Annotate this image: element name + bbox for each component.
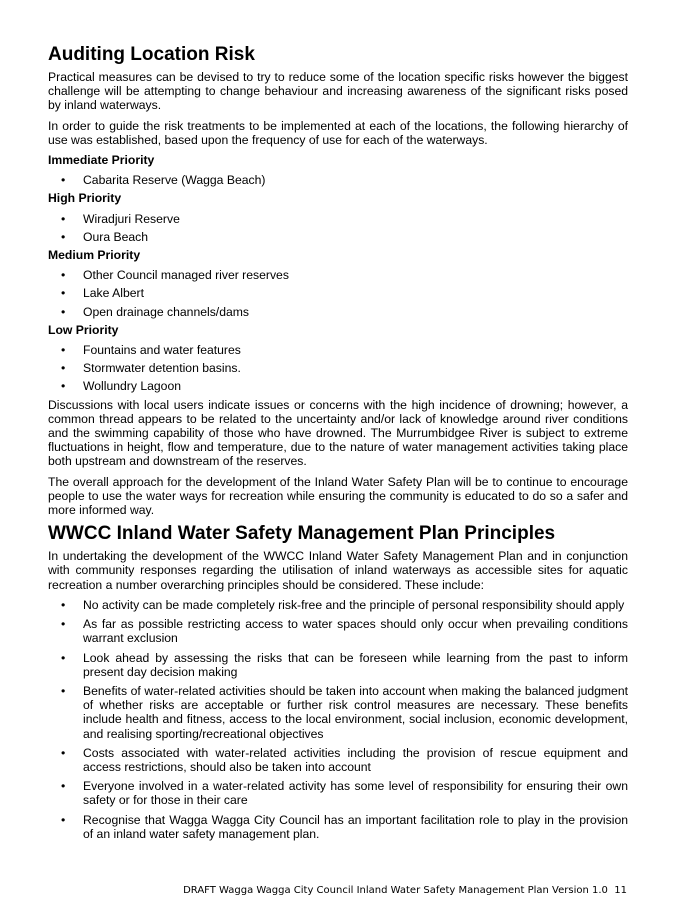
list-item: • Benefits of water-related activities should be taken into account when making the balanced judgment of whether risks are acceptable or further risk control measures are necessary. These benefits include health and fitness, access to the local environment, social inclusion, economic development, and realising sporting/recreational objectives: [48, 684, 628, 741]
list-item: • Oura Beach: [48, 230, 628, 244]
paragraph: The overall approach for the development of the Inland Water Safety Plan will be to continue to encourage people to use the water ways for recreation while ensuring the community is educated to do so a safer and more informed way.: [48, 474, 628, 518]
list-item: • Cabarita Reserve (Wagga Beach): [48, 173, 628, 187]
paragraph: In order to guide the risk treatments to be implemented at each of the locations, the following hierarchy of use was established, based upon the frequency of use for each of the waterways.: [48, 118, 628, 147]
paragraph: Discussions with local users indicate issues or concerns with the high incidence of drowning; however, a common thread appears to be related to the uncertainty and/or lack of knowledge around river conditions and the swimming capability of those who have drowned. The Murrumbidgee River is subject to extreme fluctuations in height, flow and temperature, due to the nature of water management activities taking place both upstream and downstream of the reserves.: [48, 397, 628, 469]
priority-heading-immediate: Immediate Priority: [48, 153, 155, 168]
priority-heading-low: Low Priority: [48, 322, 119, 337]
page-footer: [183, 885, 627, 897]
list-item: • Everyone involved in a water-related activity has some level of responsibility for ensuring their own safety or for those in their care: [48, 779, 628, 807]
list-item: • Costs associated with water-related activities including the provision of rescue equipment and access restrictions, should also be taken into account: [48, 746, 628, 774]
paragraph: In undertaking the development of the WWCC Inland Water Safety Management Plan and in conjunction with community responses regarding the utilisation of inland waterways as accessible sites for aquatic recreation a number overarching principles should be considered. These include:: [48, 549, 628, 592]
list-item: • As far as possible restricting access to water spaces should only occur when prevailing conditions warrant exclusion: [48, 617, 628, 645]
priority-heading-medium: Medium Priority: [48, 248, 141, 263]
list-item: • Wollundry Lagoon: [48, 379, 628, 393]
principles-list: [48, 598, 628, 841]
document-page: [48, 44, 628, 846]
priority-heading-high: High Priority: [48, 191, 122, 206]
page-number: 11: [614, 885, 627, 896]
list-item: • Other Council managed river reserves: [48, 268, 628, 282]
priority-list-immediate: [48, 173, 628, 187]
priority-list-high: [48, 212, 628, 244]
priority-list-low: [48, 343, 628, 394]
list-item: • Fountains and water features: [48, 343, 628, 357]
list-item: • Stormwater detention basins.: [48, 361, 628, 375]
priority-list-medium: [48, 268, 628, 319]
footer-text: DRAFT Wagga Wagga City Council Inland Water Safety Management Plan Version 1.0: [183, 885, 608, 896]
list-item: • Recognise that Wagga Wagga City Council has an important facilitation role to play in the provision of an inland water safety management plan.: [48, 813, 628, 841]
list-item: • Open drainage channels/dams: [48, 305, 628, 319]
section-heading-principles: WWCC Inland Water Safety Management Plan Principles: [48, 523, 556, 545]
list-item: • Wiradjuri Reserve: [48, 212, 628, 226]
paragraph: Practical measures can be devised to try to reduce some of the location specific risks however the biggest challenge will be attempting to change behaviour and increasing awareness of the significant risks posed by inland waterways.: [48, 70, 628, 113]
list-item: • Lake Albert: [48, 286, 628, 300]
list-item: • Look ahead by assessing the risks that can be foreseen while learning from the past to inform present day decision making: [48, 651, 628, 679]
section-heading-auditing-location-risk: Auditing Location Risk: [48, 44, 255, 65]
list-item: • No activity can be made completely risk-free and the principle of personal responsibility should apply: [48, 598, 628, 612]
